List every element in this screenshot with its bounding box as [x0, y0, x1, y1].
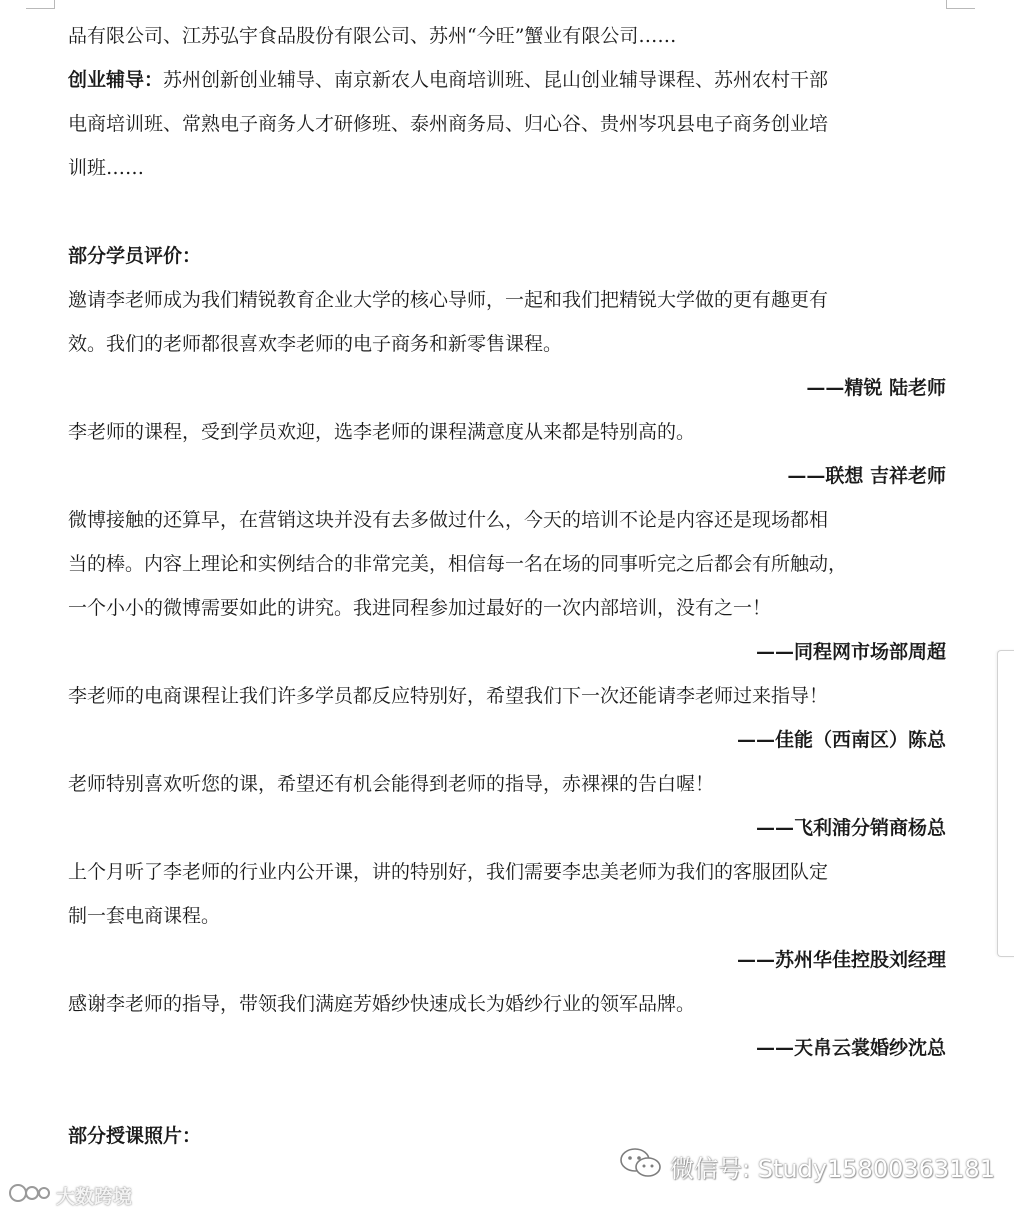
page-corner-mark-right [946, 0, 975, 9]
training-line-1: 苏州创新创业辅导、南京新农人电商培训班、昆山创业辅导课程、苏州农村干部 [163, 69, 829, 91]
training-label: 创业辅导： [68, 69, 164, 91]
review-signature: ——苏州华佳控股刘经理 [736, 949, 946, 971]
review-signature: ——联想 吉祥老师 [787, 465, 946, 487]
review-line: 邀请李老师成为我们精锐教育企业大学的核心导师，一起和我们把精锐大学做的更有趣更有 [68, 289, 829, 311]
review-line: 感谢李老师的指导，带领我们满庭芳婚纱快速成长为婚纱行业的领军品牌。 [68, 993, 696, 1015]
blank-line [68, 1070, 946, 1114]
review-line: 效。我们的老师都很喜欢李老师的电子商务和新零售课程。 [68, 333, 563, 355]
side-panel-tab[interactable] [997, 650, 1014, 957]
watermark-left-text: 大数跨境 [56, 1185, 133, 1208]
review-line: 老师特别喜欢听您的课，希望还有机会能得到老师的指导，赤裸裸的告白喔！ [68, 773, 715, 795]
review-1 [68, 278, 946, 410]
review-6 [68, 850, 946, 982]
review-line: 李老师的电商课程让我们许多学员都反应特别好，希望我们下一次还能请李老师过来指导！ [68, 685, 829, 707]
blank-line [68, 190, 946, 234]
training-line-2: 电商培训班、常熟电子商务人才研修班、泰州商务局、归心谷、贵州岑巩县电子商务创业培 [68, 113, 829, 135]
page-corner-mark-left [26, 0, 55, 9]
review-signature: ——天帛云裳婚纱沈总 [755, 1037, 946, 1059]
review-3 [68, 498, 946, 674]
document-page [68, 14, 946, 1158]
review-4 [68, 674, 946, 762]
weibo-icon [8, 1181, 52, 1210]
review-line: 制一套电商课程。 [68, 905, 221, 927]
review-signature: ——精锐 陆老师 [806, 377, 946, 399]
review-7 [68, 982, 946, 1070]
review-line: 当的棒。内容上理论和实例结合的非常完美，相信每一名在场的同事听完之后都会有所触动， [68, 553, 848, 575]
watermark-right [618, 1146, 995, 1186]
training-line-3: 训班…… [68, 157, 145, 179]
review-signature: ——飞利浦分销商杨总 [755, 817, 946, 839]
review-line: 一个小小的微博需要如此的讲究。我进同程参加过最好的一次内部培训，没有之一！ [68, 597, 772, 619]
review-line: 上个月听了李老师的行业内公开课，讲的特别好，我们需要李忠美老师为我们的客服团队定 [68, 861, 829, 883]
photos-heading: 部分授课照片： [68, 1125, 202, 1147]
review-5 [68, 762, 946, 850]
watermark-left [8, 1180, 132, 1210]
review-2 [68, 410, 946, 498]
reviews-heading: 部分学员评价： [68, 245, 202, 267]
training-paragraph [68, 58, 946, 190]
wechat-icon [618, 1145, 664, 1187]
wechat-id-text: 微信号: Study15800363181 [670, 1154, 995, 1183]
review-line: 李老师的课程，受到学员欢迎，选李老师的课程满意度从来都是特别高的。 [68, 421, 696, 443]
review-signature: ——同程网市场部周超 [755, 641, 946, 663]
review-line: 微博接触的还算早，在营销这块并没有去多做过什么，今天的培训不论是内容还是现场都相 [68, 509, 829, 531]
review-signature: ——佳能（西南区）陈总 [736, 729, 946, 751]
intro-line: 品有限公司、江苏弘宇食品股份有限公司、苏州“今旺”蟹业有限公司…… [68, 25, 677, 47]
